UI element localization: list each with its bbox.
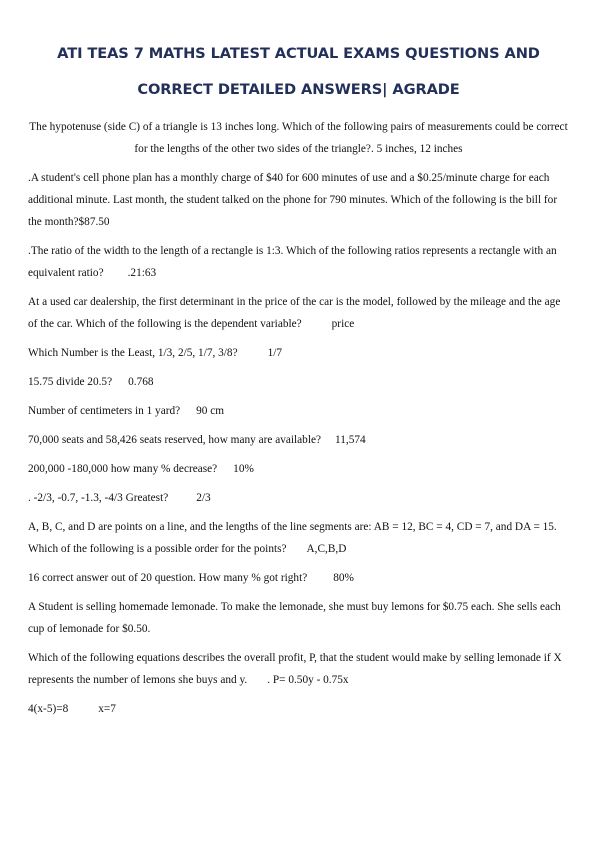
question-text: .The ratio of the width to the length of a rectangle is 1:3. Which of the following ratios represents a rectangle with an equivalent ratio? [28,245,557,279]
answer-text: $87.50 [78,216,110,228]
question-text: The hypotenuse (side C) of a triangle is 13 inches long. Which of the following pairs of measurements could be correct for the lengths of the other two sides of the triangle?. [29,121,568,155]
question-text: Which Number is the Least, 1/3, 2/5, 1/7, 3/8? [28,347,238,359]
title-line-1: ATI TEAS 7 MATHS LATEST ACTUAL EXAMS QUESTIONS AND [57,45,540,62]
question-text: A, B, C, and D are points on a line, and the lengths of the line segments are: AB = 12, BC = 4, CD = 7, and DA = 15. Which of the following is a possible order for the points? [28,521,557,555]
question-item [28,240,569,284]
answer-text: 5 inches, 12 inches [376,143,463,155]
question-item [28,487,569,509]
question-text: Number of centimeters in 1 yard? [28,405,181,417]
question-text: 200,000 -180,000 how many % decrease? [28,463,218,475]
question-item [28,167,569,233]
question-text: 4(x-5)=8 [28,703,69,715]
question-item [28,647,569,691]
question-item [28,516,569,560]
question-text: . -2/3, -0.7, -1.3, -4/3 Greatest? [28,492,169,504]
question-item [28,429,569,451]
question-text: 16 correct answer out of 20 question. How many % got right? [28,572,308,584]
answer-text: price [331,318,355,330]
question-item [28,116,569,160]
question-text: 70,000 seats and 58,426 seats reserved, how many are available? [28,434,321,446]
answer-text: .21:63 [127,267,157,279]
question-item [28,698,569,720]
answer-text: 11,574 [335,434,366,446]
answer-text: x=7 [98,703,116,715]
document-title [28,36,569,108]
title-line-2: CORRECT DETAILED ANSWERS| AGRADE [137,81,460,98]
question-text: .A student's cell phone plan has a monthly charge of $40 for 600 minutes of use and a $0.25/minute charge for each additional minute. Last month, the student talked on the phone for 790 minutes. Which of the following is the bill for the month? [28,172,558,228]
question-text: At a used car dealership, the first determinant in the price of the car is the model, followed by the mileage and the age of the car. Which of the following is the dependent variable? [28,296,561,330]
answer-text: . P= 0.50y - 0.75x [267,674,349,686]
question-item [28,371,569,393]
question-item [28,458,569,480]
question-item [28,342,569,364]
question-item [28,596,569,640]
question-text: Which of the following equations describes the overall profit, P, that the student would make by selling lemonade if X represents the number of lemons she buys and y. [28,652,562,686]
answer-text: 0.768 [128,376,154,388]
question-text: A Student is selling homemade lemonade. To make the lemonade, she must buy lemons for $0.75 each. She sells each cup of lemonade for $0.50. [28,601,561,635]
question-list [28,116,569,720]
answer-text: A,C,B,D [306,543,347,555]
answer-text: 10% [233,463,254,475]
answer-text: 80% [333,572,354,584]
question-item [28,400,569,422]
question-item [28,567,569,589]
answer-text: 1/7 [267,347,283,359]
answer-text: 2/3 [196,492,211,504]
question-item [28,291,569,335]
question-text: 15.75 divide 20.5? [28,376,113,388]
answer-text: 90 cm [196,405,225,417]
